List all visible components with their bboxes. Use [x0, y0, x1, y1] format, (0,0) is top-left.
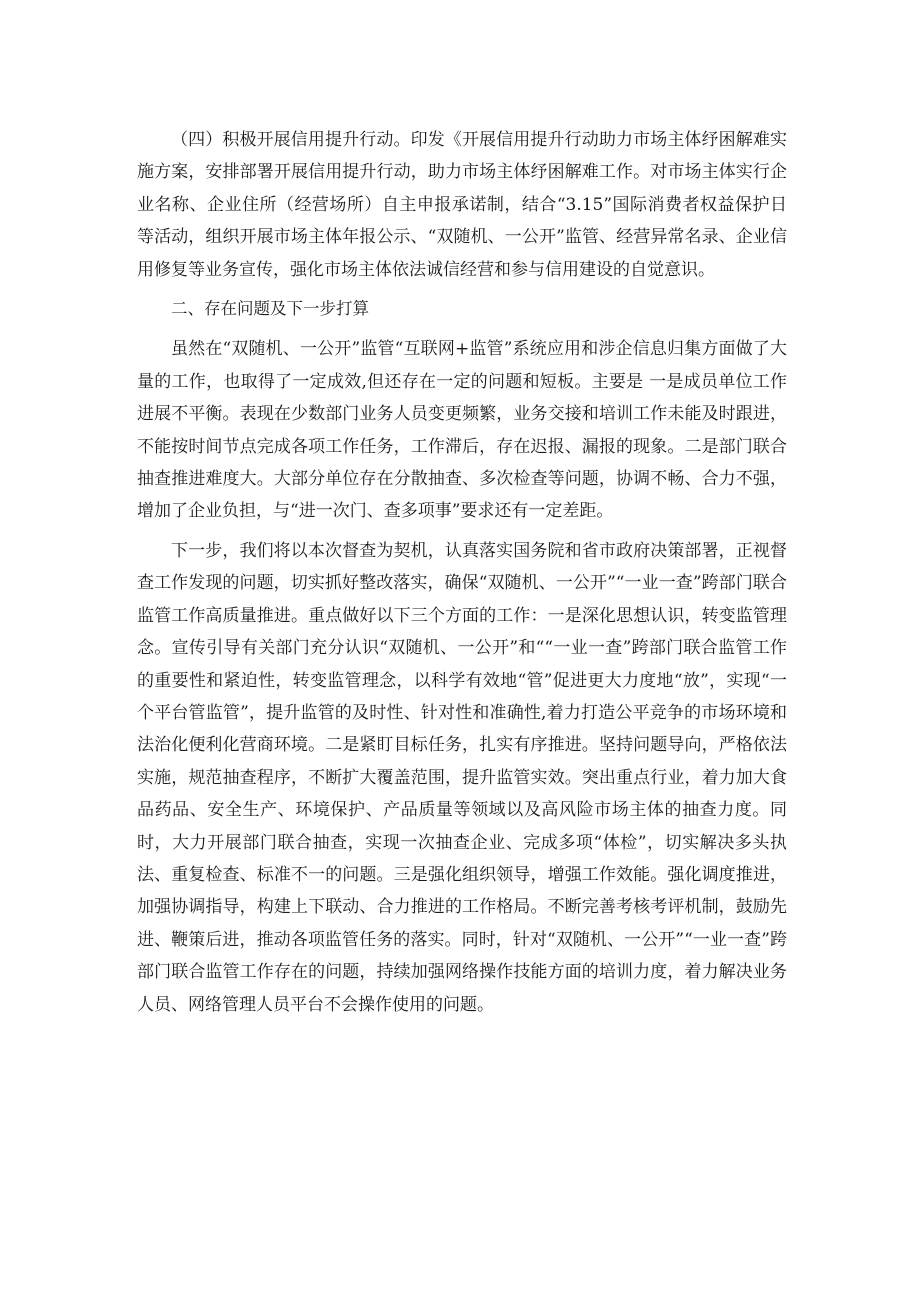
document-body	[137, 124, 787, 1021]
section-heading-problems-and-plans: 二、存在问题及下一步打算	[171, 299, 369, 319]
paragraph-existing-problems: 虽然在“双随机、一公开”监管“互联网+监管”系统应用和涉企信息归集方面做了大量的工作，也取得了一定成效,但还存在一定的问题和短板。主要是 一是成员单位工作进展不平衡。表现在少数部门业务人员变更频繁，业务交接和培训工作未能及时跟进，不能按时间节点完成各项工作任务，工作滞后，存在迟报、漏报的现象。二是部门联合抽查推进难度大。大部分单位存在分散抽查、多次检查等问题，协调不畅、合力不强，增加了企业负担，与“进一次门、查多项事”要求还有一定差距。	[137, 339, 787, 522]
paragraph-next-steps: 下一步，我们将以本次督查为契机，认真落实国务院和省市政府决策部署，正视督查工作发现的问题，切实抓好整改落实，确保“双随机、一公开”“一业一查”跨部门联合监管工作高质量推进。重点做好以下三个方面的工作：一是深化思想认识，转变监管理念。宣传引导有关部门充分认识“双随机、一公开”和““一业一查”跨部门联合监管工作的重要性和紧迫性，转变监管理念，以科学有效地“管”促进更大力度地“放”，实现“一个平台管监管”，提升监管的及时性、针对性和准确性,着力打造公平竞争的市场环境和法治化便利化营商环境。二是紧盯目标任务，扎实有序推进。坚持问题导向，严格依法实施，规范抽查程序，不断扩大覆盖范围，提升监管实效。突出重点行业，着力加大食品药品、安全生产、环境保护、产品质量等领域以及高风险市场主体的抽查力度。同时，大力开展部门联合抽查，实现一次抽查企业、完成多项“体检”，切实解决多头执法、重复检查、标准不一的问题。三是强化组织领导，增强工作效能。强化调度推进，加强协调指导，构建上下联动、合力推进的工作格局。不断完善考核考评机制，鼓励先进、鞭策后进，推动各项监管任务的落实。同时，针对“双随机、一公开”“一业一查”跨部门联合监管工作存在的问题，持续加强网络操作技能方面的培训力度，着力解决业务人员、网络管理人员平台不会操作使用的问题。	[137, 540, 787, 1015]
paragraph-credit-improvement: （四）积极开展信用提升行动。印发《开展信用提升行动助力市场主体纾困解难实施方案，安排部署开展信用提升行动，助力市场主体纾困解难工作。对市场主体实行企业名称、企业住所（经营场所）自主申报承诺制，结合“3.15”国际消费者权益保护日等活动，组织开展市场主体年报公示、“双随机、一公开”监管、经营异常名录、企业信用修复等业务宣传，强化市场主体依法诚信经营和参与信用建设的自觉意识。	[137, 130, 787, 280]
paragraph-spacer	[137, 528, 787, 535]
